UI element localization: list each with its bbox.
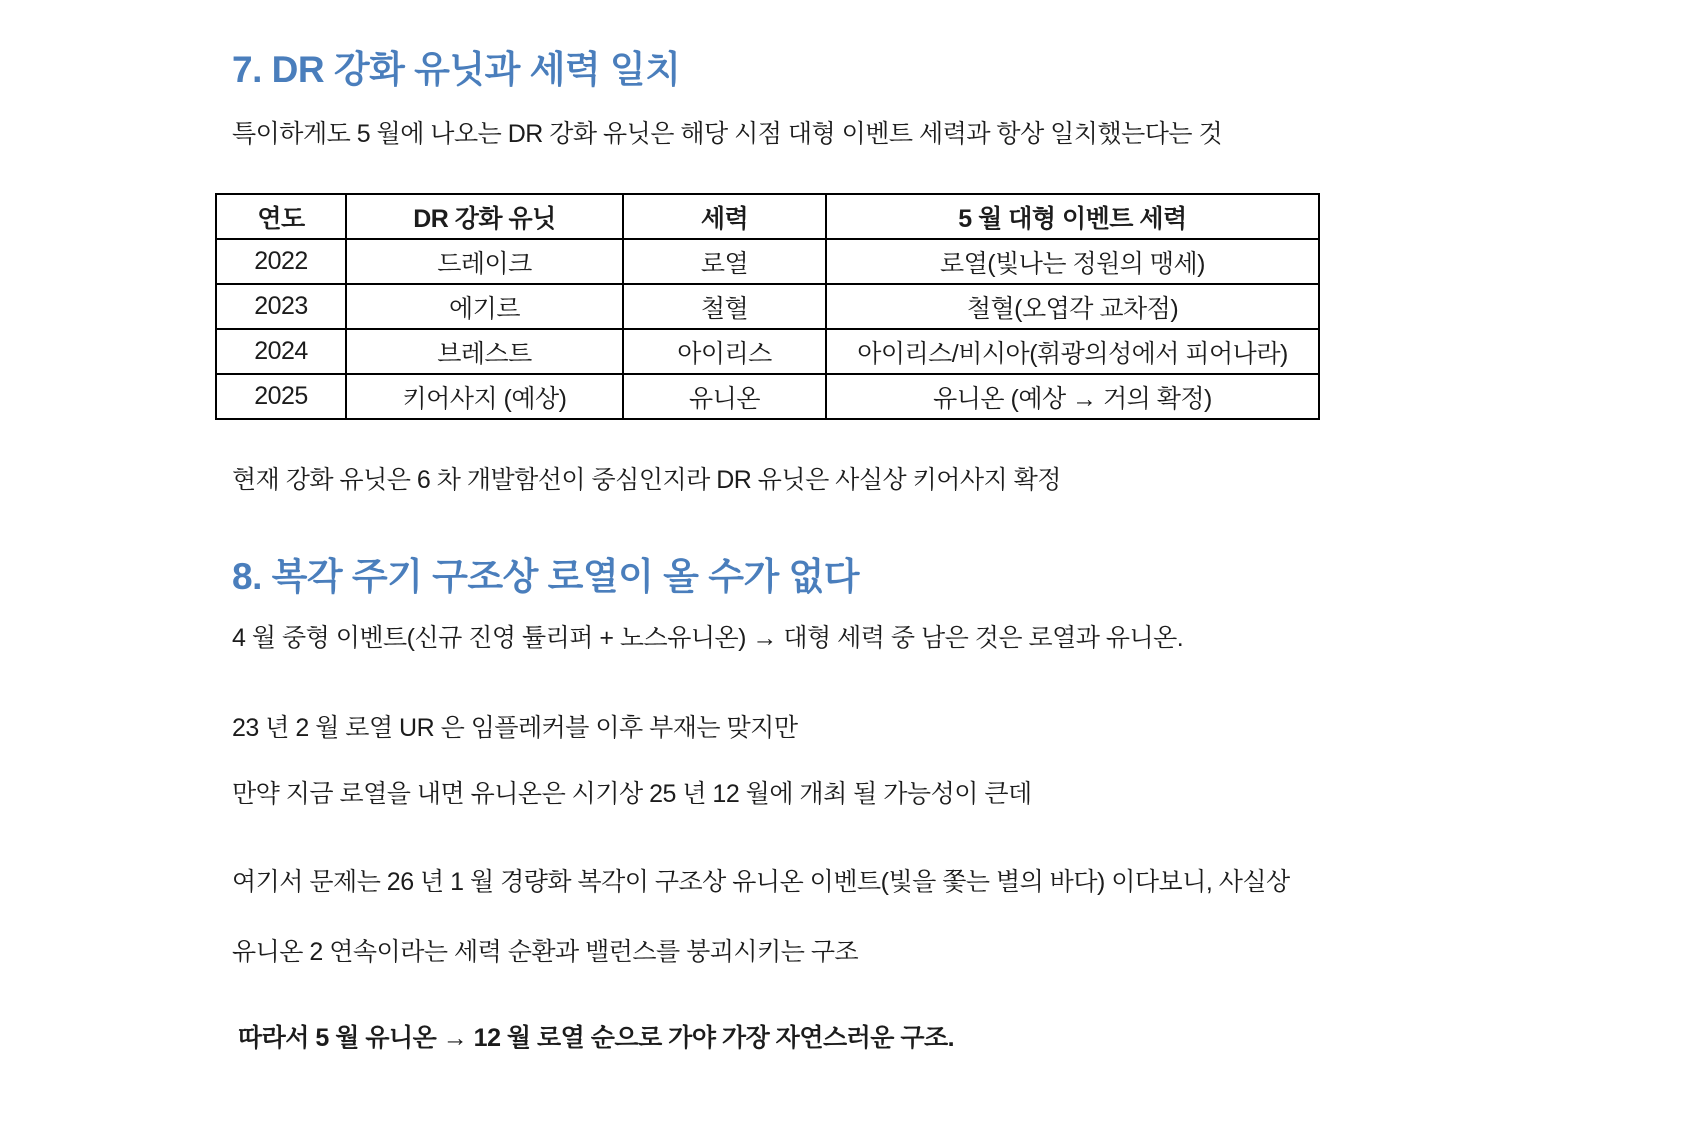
- table-row: [216, 329, 1319, 374]
- table-cell-faction: 로열: [623, 239, 826, 284]
- table-header-year: 연도: [216, 194, 346, 239]
- section-8-paragraph: 여기서 문제는 26 년 1 월 경량화 복각이 구조상 유니온 이벤트(빛을 쫓는 별의 바다) 이다보니, 사실상: [232, 868, 1290, 896]
- table-cell-dr-unit: 브레스트: [346, 329, 623, 374]
- table-cell-faction: 유니온: [623, 374, 826, 419]
- table-row: [216, 374, 1319, 419]
- table-cell-dr-unit: 드레이크: [346, 239, 623, 284]
- table-cell-may-event-faction: 로열(빛나는 정원의 맹세): [826, 239, 1319, 284]
- section-8-heading: 8. 복각 주기 구조상 로열이 올 수가 없다: [232, 556, 859, 597]
- section-7-heading: 7. DR 강화 유닛과 세력 일치: [232, 49, 681, 90]
- section-7-note-paragraph: 현재 강화 유닛은 6 차 개발함선이 중심인지라 DR 유닛은 사실상 키어사지 확정: [232, 466, 1061, 494]
- section-8-conclusion-paragraph: 따라서 5 월 유니온 → 12 월 로열 순으로 가야 가장 자연스러운 구조.: [238, 1024, 955, 1052]
- table-header-may-event-faction: 5 월 대형 이벤트 세력: [826, 194, 1319, 239]
- table-cell-may-event-faction: 철혈(오엽각 교차점): [826, 284, 1319, 329]
- table-cell-may-event-faction: 아이리스/비시아(휘광의성에서 피어나라): [826, 329, 1319, 374]
- section-8-paragraph: 4 월 중형 이벤트(신규 진영 튤리퍼 + 노스유니온) → 대형 세력 중 남은 것은 로열과 유니온.: [232, 624, 1184, 652]
- table-row: [216, 239, 1319, 284]
- section-8-paragraph: 23 년 2 월 로열 UR 은 임플레커블 이후 부재는 맞지만: [232, 714, 798, 742]
- dr-unit-faction-table: [215, 193, 1320, 420]
- table-cell-may-event-faction: 유니온 (예상 → 거의 확정): [826, 374, 1319, 419]
- table-cell-faction: 아이리스: [623, 329, 826, 374]
- table-header-row: [216, 194, 1319, 239]
- table-header-faction: 세력: [623, 194, 826, 239]
- table-row: [216, 284, 1319, 329]
- table-cell-dr-unit: 에기르: [346, 284, 623, 329]
- table-header-dr-unit: DR 강화 유닛: [346, 194, 623, 239]
- table-cell-year: 2025: [216, 374, 346, 419]
- table-cell-dr-unit: 키어사지 (예상): [346, 374, 623, 419]
- section-7-intro-paragraph: 특이하게도 5 월에 나오는 DR 강화 유닛은 해당 시점 대형 이벤트 세력과 항상 일치했는다는 것: [232, 120, 1223, 148]
- section-8-paragraph: 유니온 2 연속이라는 세력 순환과 밸런스를 붕괴시키는 구조: [232, 938, 859, 966]
- table-cell-year: 2023: [216, 284, 346, 329]
- table-cell-faction: 철혈: [623, 284, 826, 329]
- section-8-paragraph: 만약 지금 로열을 내면 유니온은 시기상 25 년 12 월에 개최 될 가능성이 큰데: [232, 780, 1032, 808]
- table-cell-year: 2022: [216, 239, 346, 284]
- table-cell-year: 2024: [216, 329, 346, 374]
